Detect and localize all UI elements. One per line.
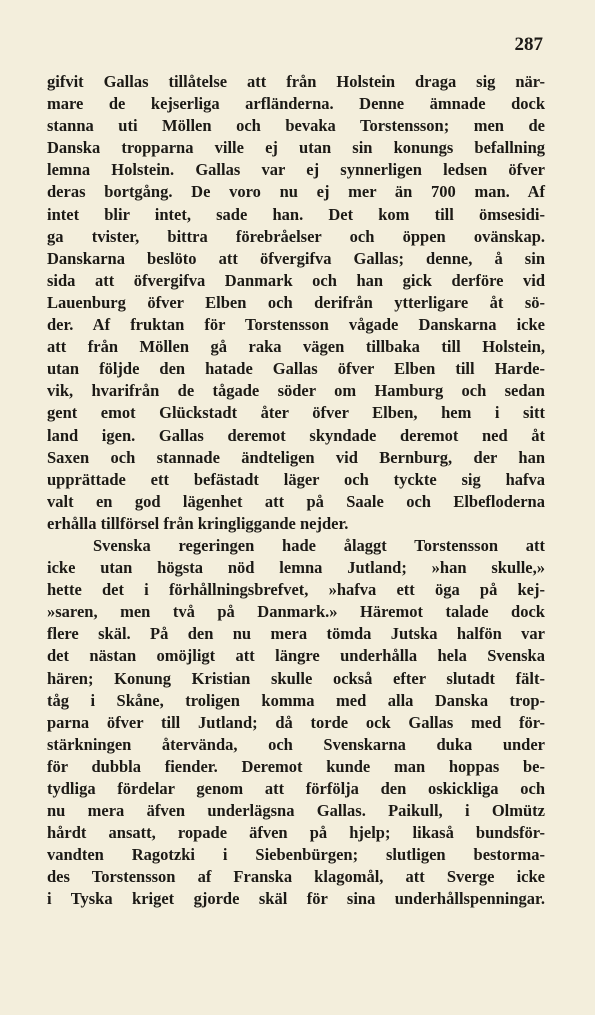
text-line: hette det i förhållningsbrefvet, »hafva ett öga på kej- — [47, 580, 545, 600]
text-line: parna öfver till Jutland; då torde ock Gallas med för- — [47, 712, 545, 732]
text-line: Lauenburg öfver Elben och derifrån ytterligare åt sö- — [47, 292, 545, 312]
text-line: valt en god lägenhet att på Saale och Elbefloderna — [47, 491, 545, 511]
text-line: mare de kejserliga arfländerna. Denne ämnade dock — [47, 94, 545, 114]
text-line: land igen. Gallas deremot skyndade deremot ned åt — [47, 425, 545, 445]
text-line: utan följde den hatade Gallas öfver Elben till Harde- — [47, 359, 545, 379]
text-line: erhålla tillförsel från kringliggande nejder. — [47, 513, 349, 533]
text-line: ga tvister, bittra förebråelser och öppen ovänskap. — [47, 226, 545, 246]
text-line: icke utan högsta nöd lemna Jutland; »han skulle,» — [47, 558, 545, 578]
text-line: des Torstensson af Franska klagomål, att Sverge icke — [47, 867, 545, 887]
text-line: vandten Ragotzki i Siebenbürgen; slutligen bestorma- — [47, 845, 545, 865]
page-number: 287 — [514, 34, 543, 55]
text-line: i Tyska kriget gjorde skäl för sina underhållspenningar. — [47, 889, 545, 909]
text-line: upprättade ett befästadt läger och tyckte sig hafva — [47, 469, 545, 489]
text-line: nu mera äfven underlägsna Gallas. Paikull, i Olmütz — [47, 801, 545, 821]
text-line: gifvit Gallas tillåtelse att från Holstein draga sig när- — [47, 72, 545, 91]
text-line: Danska tropparna ville ej utan sin konungs befallning — [47, 138, 545, 158]
text-line: flere skäl. På den nu mera tömda Jutska halfön var — [47, 624, 545, 644]
text-line: intet blir intet, sade han. Det kom till ömsesidi- — [47, 204, 545, 224]
text-line: lemna Holstein. Gallas var ej synnerligen ledsen öfver — [47, 160, 545, 180]
text-line: tydliga fördelar genom att förfölja den oskickliga och — [47, 779, 545, 798]
text-line: tåg i Skåne, troligen komma med alla Danska trop- — [47, 690, 545, 710]
text-line: stärkningen återvända, och Svenskarna duka under — [47, 734, 545, 754]
body-text — [47, 71, 545, 911]
text-line: vik, hvarifrån de tågade söder om Hamburg och sedan — [47, 381, 545, 401]
text-line: »saren, men två på Danmark.» Häremot talade dock — [47, 602, 545, 622]
text-line: gent emot Glückstadt åter öfver Elben, hem i sitt — [47, 403, 545, 423]
text-line: deras bortgång. De voro nu ej mer än 700 man. Af — [47, 182, 545, 202]
text-line: Danskarna beslöto att öfvergifva Gallas; denne, å sin — [47, 248, 545, 268]
text-line: att från Möllen gå raka vägen tillbaka till Holstein, — [47, 337, 545, 357]
text-line: hären; Konung Kristian skulle också efter slutadt fält- — [47, 668, 545, 688]
text-line: det nästan omöjligt att längre underhålla hela Svenska — [47, 646, 545, 666]
text-line: för dubbla fiender. Deremot kunde man hoppas be- — [47, 756, 545, 776]
text-line: stanna uti Möllen och bevaka Torstensson; men de — [47, 116, 545, 136]
text-line: der. Af fruktan för Torstensson vågade Danskarna icke — [47, 315, 545, 335]
text-line: sida att öfvergifva Danmark och han gick derföre vid — [47, 270, 545, 290]
text-line: Svenska regeringen hade ålaggt Torstensson att — [93, 535, 545, 555]
text-line: hårdt ansatt, ropade äfven på hjelp; likaså bundsför- — [47, 823, 545, 843]
text-line: Saxen och stannade ändteligen vid Bernburg, der han — [47, 447, 545, 467]
